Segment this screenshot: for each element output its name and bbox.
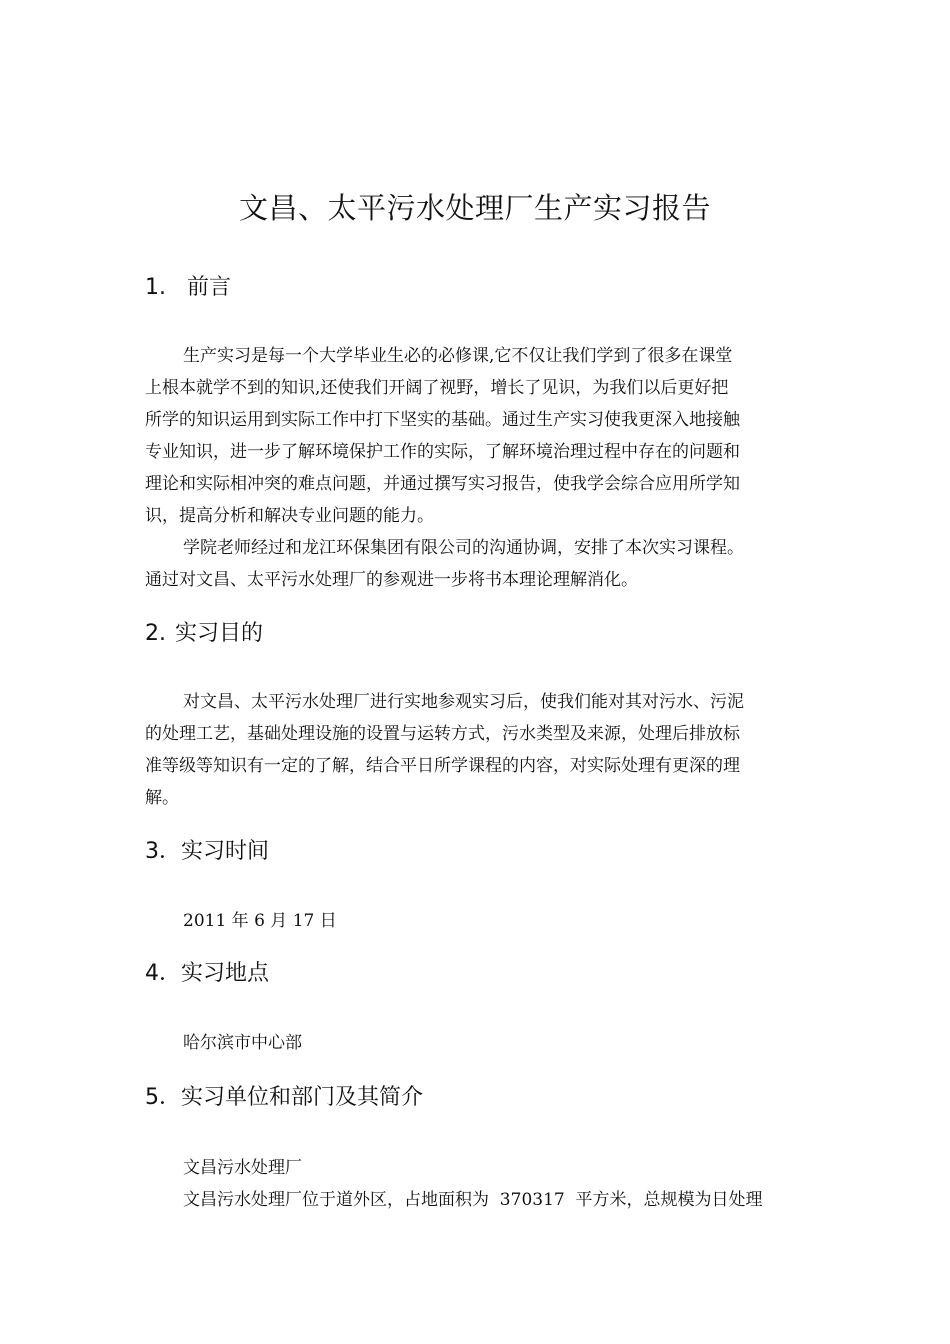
internship-location-value: 哈尔滨市中心部 <box>183 1033 302 1053</box>
section-heading-2 <box>145 618 263 650</box>
text-line: 对文昌、太平污水处理厂进行实地参观实习后，使我们能对其对污水、污泥 <box>183 692 744 712</box>
section-title: 实习时间 <box>181 839 270 864</box>
text-line: 专业知识，进一步了解环境保护工作的实际，了解环境治理过程中存在的问题和 <box>145 442 740 462</box>
text-line: 所学的知识运用到实际工作中打下坚实的基础。通过生产实习使我更深入地接触 <box>145 410 740 430</box>
section-heading-1 <box>145 272 231 304</box>
text-line: 准等级等知识有一定的了解，结合平日所学课程的内容，对实际处理有更深的理 <box>145 756 740 776</box>
unit-name: 文昌污水处理厂 <box>183 1158 302 1178</box>
section-heading-3 <box>145 836 269 868</box>
section-number: 5． <box>145 1085 181 1110</box>
section-title: 实习目的 <box>175 621 264 646</box>
paragraph-preface-1 <box>145 340 815 532</box>
unit-description-line: 文昌污水处理厂位于道外区，占地面积为 370317 平方米，总规模为日处理 <box>183 1190 763 1210</box>
text-line: 通过对文昌、太平污水处理厂的参观进一步将书本理论理解消化。 <box>145 570 638 590</box>
text-line: 理论和实际相冲突的难点问题，并通过撰写实习报告，使我学会综合应用所学知 <box>145 474 740 494</box>
section-heading-4 <box>145 958 269 990</box>
text-line: 的处理工艺，基础处理设施的设置与运转方式，污水类型及来源，处理后排放标 <box>145 724 740 744</box>
text-line: 生产实习是每一个大学毕业生必的必修课,它不仅让我们学到了很多在课堂 <box>183 346 733 366</box>
document-title: 文昌、太平污水处理厂生产实习报告 <box>238 191 711 225</box>
text-line: 上根本就学不到的知识,还使我们开阔了视野，增长了见识，为我们以后更好把 <box>145 378 729 398</box>
section-number: 4． <box>145 961 181 986</box>
text-line: 识，提高分析和解决专业问题的能力。 <box>145 506 434 526</box>
section-title: 实习地点 <box>181 961 270 986</box>
section-number: 3． <box>145 839 181 864</box>
text-line: 解。 <box>145 788 179 808</box>
text-line: 学院老师经过和龙江环保集团有限公司的沟通协调，安排了本次实习课程。 <box>183 538 744 558</box>
section-title: 前言 <box>187 275 232 300</box>
section-number: 2. <box>145 621 166 646</box>
section-title: 实习单位和部门及其简介 <box>181 1085 424 1110</box>
internship-time-value: 2011 年 6 月 17 日 <box>183 911 337 931</box>
paragraph-purpose <box>145 686 815 814</box>
paragraph-preface-2 <box>145 532 815 596</box>
section-heading-5 <box>145 1082 423 1114</box>
section-number: 1. <box>145 275 166 300</box>
